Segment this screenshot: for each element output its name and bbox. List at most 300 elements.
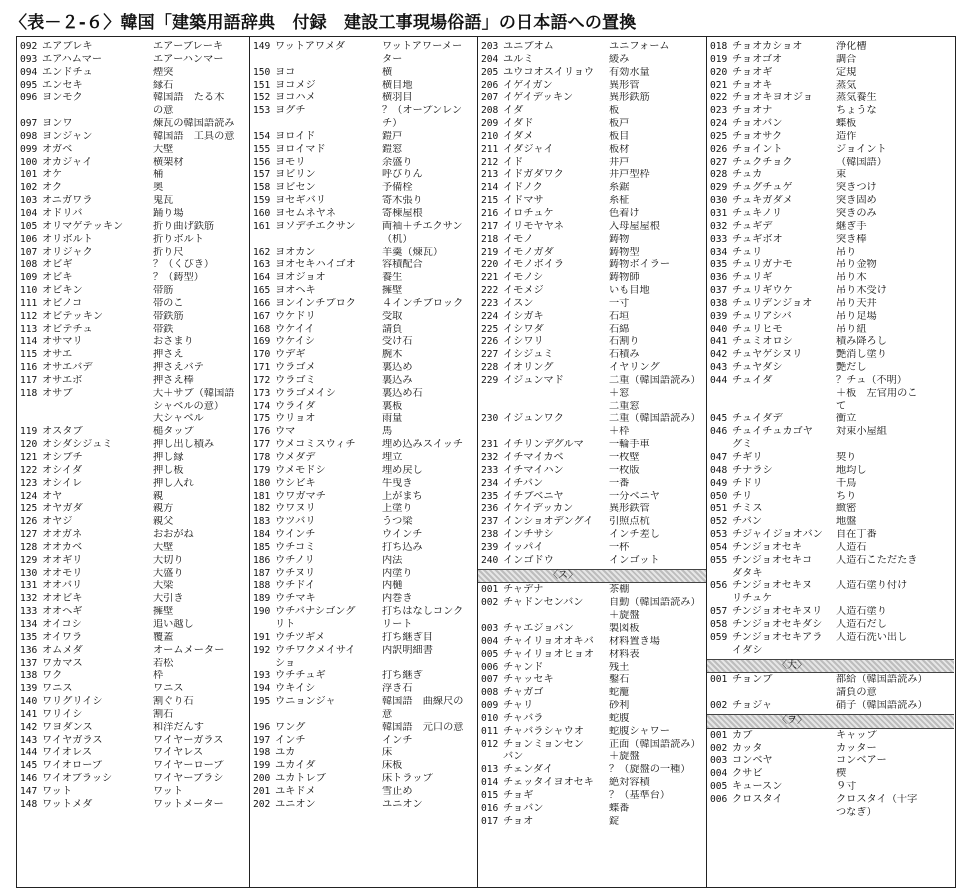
entry-number: 011 (481, 725, 499, 737)
table-row (250, 157, 477, 170)
japanese-term: 内塗り (382, 567, 413, 579)
slang-reading: イケイデッカン (503, 503, 574, 515)
entry-number: 189 (253, 593, 271, 605)
table-row (250, 593, 477, 606)
japanese-term: て (836, 400, 847, 412)
entry-number: 047 (710, 452, 728, 463)
japanese-term: 石綿 (609, 323, 630, 335)
slang-reading: チドリ (732, 477, 763, 489)
table-row (250, 478, 477, 491)
japanese-term: 雪止め (382, 785, 413, 797)
table-row (17, 683, 249, 696)
entry-number: 199 (253, 760, 271, 772)
table-row (17, 799, 249, 812)
table-row (478, 362, 706, 375)
japanese-term: 人造石塗り付け (836, 580, 908, 592)
slang-reading: カッタ (732, 742, 763, 754)
slang-reading: ユウコオスイリョウ (503, 66, 595, 78)
table-row (250, 118, 477, 131)
japanese-term: 牛曳き (382, 477, 413, 489)
slang-reading: ワング (275, 721, 306, 733)
entry-number: 003 (710, 755, 728, 767)
table-row (478, 439, 706, 452)
japanese-term: 大盛り (153, 567, 184, 579)
slang-reading: ウケイイ (275, 323, 315, 335)
slang-reading: インチサシ (503, 529, 554, 541)
slang-reading: オドリバ (42, 207, 83, 219)
japanese-term: ＋枠 (609, 426, 630, 438)
japanese-term: キャップ (836, 729, 877, 741)
slang-reading: リチュケ (732, 593, 773, 605)
slang-reading: チンジョオセキヌ (732, 580, 813, 592)
japanese-term: 押し縁 (153, 452, 184, 463)
japanese-term: 帯筋 (153, 285, 174, 297)
slang-reading: ワカマス (42, 657, 83, 669)
slang-reading: イモノシ (503, 272, 544, 284)
slang-reading: オサブ (42, 387, 73, 399)
slang-reading: ワイオブラッシ (42, 773, 113, 785)
table-row (250, 632, 477, 645)
table-row (707, 195, 954, 208)
japanese-term: 鋳物型 (609, 246, 640, 258)
entry-number: 020 (710, 66, 728, 78)
japanese-term: 余盛り (382, 156, 413, 168)
japanese-term: 対束小屋組 (836, 426, 887, 438)
japanese-term: 自在丁番 (836, 529, 877, 541)
slang-reading: ショ (275, 657, 296, 669)
japanese-term: コンベアー (836, 755, 887, 767)
entry-number: 161 (253, 220, 271, 232)
entry-number: 240 (481, 554, 499, 566)
table-row (707, 41, 954, 54)
slang-reading: コンベヤ (732, 755, 773, 767)
entry-number: 014 (481, 777, 499, 789)
table-row (17, 465, 249, 478)
table-row (707, 336, 954, 349)
entry-number: 218 (481, 233, 499, 245)
japanese-term: 床板 (382, 760, 403, 772)
slang-reading: チュリギウケ (732, 285, 793, 297)
table-row (478, 324, 706, 337)
table-row (478, 674, 706, 687)
slang-reading: チュギボオ (732, 233, 783, 245)
slang-reading: ウキイシ (275, 683, 316, 695)
table-row (17, 401, 249, 414)
table-row (17, 606, 249, 619)
japanese-term: 押さえバテ (153, 362, 204, 374)
slang-reading: チョオゴオ (732, 53, 783, 65)
table-row (17, 169, 249, 182)
japanese-term: 煙突 (153, 66, 174, 78)
japanese-term: 枠 (153, 670, 164, 682)
japanese-term: 容積配合 (382, 259, 423, 271)
entry-number: 116 (20, 362, 38, 374)
slang-reading: チュリアシバ (732, 310, 792, 322)
slang-reading: ユニブオム (503, 41, 554, 52)
table-row (478, 311, 706, 324)
japanese-term: 養生 (382, 272, 403, 284)
entry-number: 043 (710, 362, 728, 374)
table-row (478, 349, 706, 362)
japanese-term: 蝶番 (609, 802, 630, 814)
table-row (707, 768, 954, 781)
slang-reading: エアハムマー (42, 53, 103, 65)
entry-number: 186 (253, 554, 271, 566)
entry-number: 126 (20, 516, 38, 528)
japanese-term: ＋窓 (609, 387, 630, 399)
table-row (707, 144, 954, 157)
entry-number: 002 (481, 597, 499, 609)
japanese-term: イヤリング (609, 362, 660, 374)
slang-reading: グミ (732, 439, 753, 451)
entry-number: 109 (20, 272, 38, 284)
slang-reading: ウメモドシ (275, 464, 326, 476)
table-row (478, 751, 706, 764)
slang-reading: チュカ (732, 169, 763, 181)
japanese-term: 大梁 (153, 580, 174, 592)
entry-number: 017 (481, 815, 499, 827)
entry-number: 221 (481, 272, 499, 284)
table-row (478, 336, 706, 349)
entry-number: 007 (481, 674, 499, 686)
entry-number: 094 (20, 66, 38, 78)
slang-reading: チンジョオセキヌリ (732, 606, 823, 618)
slang-reading: ユカ (275, 747, 296, 759)
slang-reading: チンジョオセキダシ (732, 618, 823, 630)
slang-reading: チェッタイヨオセキ (503, 777, 594, 789)
table-row (478, 478, 706, 491)
table-row (250, 259, 477, 272)
slang-reading: イモノガダ (503, 246, 554, 258)
japanese-term: 槌タップ (153, 426, 194, 438)
table-row (707, 542, 954, 555)
table-row (250, 182, 477, 195)
entry-number: 006 (710, 793, 728, 805)
entry-number: 168 (253, 323, 271, 335)
section-divider: 〈大〉 (707, 659, 954, 674)
slang-reading: オオヘギ (42, 606, 83, 618)
entry-number: 046 (710, 426, 728, 438)
slang-reading: ワイヤガラス (42, 734, 103, 746)
entry-number: 133 (20, 606, 38, 618)
slang-reading: ユルミ (503, 53, 534, 65)
slang-reading: イモノ (503, 233, 534, 245)
japanese-term: 受取 (382, 310, 403, 322)
japanese-term: 意 (382, 708, 393, 720)
entry-number: 160 (253, 207, 271, 219)
japanese-term: おさまり (153, 336, 194, 348)
entry-number (478, 610, 503, 623)
entry-number: 095 (20, 79, 38, 91)
table-row (250, 760, 477, 773)
japanese-term: 裏込め石 (382, 387, 423, 399)
table-row (17, 349, 249, 362)
entry-number: 153 (253, 105, 271, 117)
slang-reading: ウチコミ (275, 541, 316, 553)
entry-number: 056 (710, 580, 728, 592)
slang-reading: チャガゴ (503, 687, 544, 699)
slang-reading: チミス (732, 503, 763, 515)
slang-reading: チュキガダメ (732, 195, 793, 207)
table-row (478, 623, 706, 636)
table-row (478, 388, 706, 401)
entry-number: 098 (20, 130, 38, 142)
slang-reading: イシワダ (503, 323, 544, 335)
slang-reading: チュリデンジョオ (732, 297, 813, 309)
japanese-term: 突き棒 (836, 233, 867, 245)
entry-number: 001 (710, 674, 728, 686)
slang-reading: イジュンワク (503, 413, 564, 425)
table-row (707, 529, 954, 542)
entry-number: 092 (20, 41, 38, 52)
slang-reading: ワニス (42, 683, 73, 695)
slang-reading: オビキン (42, 285, 83, 297)
entry-number: 188 (253, 580, 271, 592)
japanese-term: ？チュ（不明） (836, 374, 908, 386)
japanese-term: 折り尺 (153, 246, 184, 258)
entry-number: 040 (710, 323, 728, 335)
entry-number: 102 (20, 182, 38, 194)
entry-number: 137 (20, 657, 38, 669)
japanese-term: 石割り (609, 336, 640, 348)
japanese-term: 二重（韓国語読み） (609, 413, 701, 425)
table-row (707, 568, 954, 581)
japanese-term: 糸柾 (609, 195, 630, 207)
entry-number: 208 (481, 105, 499, 117)
slang-reading: ウワヌリ (275, 503, 316, 515)
entry-number: 174 (253, 400, 271, 412)
slang-reading: イスン (503, 297, 534, 309)
slang-reading: チョギ (503, 789, 534, 801)
table-row (478, 687, 706, 700)
japanese-term: 上がまち (382, 490, 423, 502)
slang-reading: オニガワラ (42, 195, 93, 207)
entry-number: 107 (20, 246, 38, 258)
table-row (250, 234, 477, 247)
japanese-term: 擁壁 (382, 285, 403, 297)
table-row (17, 144, 249, 157)
slang-reading: チンジョオセキコ (732, 554, 813, 566)
table-row (17, 208, 249, 221)
table-row (478, 542, 706, 555)
table-row (478, 649, 706, 662)
entry-number: 217 (481, 220, 499, 232)
slang-reading: オビギ (42, 259, 73, 271)
japanese-term: ？（くびき） (153, 259, 215, 271)
japanese-term: おおがね (153, 529, 194, 541)
table-row (707, 285, 954, 298)
entry-number (707, 687, 732, 700)
japanese-term: オームメーター (153, 644, 225, 656)
entry-number: 100 (20, 156, 38, 168)
slang-reading: イチマイカベ (503, 452, 564, 463)
japanese-term: 韓国語 たる木 (153, 92, 225, 104)
table-row (250, 195, 477, 208)
slang-reading: ヨオカン (275, 246, 316, 258)
table-row (17, 67, 249, 80)
japanese-term: 茶棚 (609, 584, 630, 596)
japanese-term: 板 (609, 105, 620, 117)
slang-reading: チュリヒモ (732, 323, 783, 335)
slang-reading: チバン (732, 516, 762, 528)
slang-reading: チャバラシャウオ (503, 725, 584, 737)
table-row (707, 234, 954, 247)
entry-number: 196 (253, 721, 271, 733)
slang-reading: オオビキ (42, 593, 83, 605)
japanese-term: 硝子（韓国語読み） (836, 700, 928, 712)
slang-reading (275, 118, 382, 131)
slang-reading (503, 610, 609, 623)
entry-number: 129 (20, 554, 38, 566)
japanese-term: 一番 (609, 477, 630, 489)
table-row (17, 658, 249, 671)
slang-reading: リト (275, 618, 296, 630)
entry-number: 234 (481, 477, 499, 489)
japanese-term: 異形管 (609, 79, 640, 91)
entry-number: 038 (710, 297, 728, 309)
japanese-term: 両袖＋チエクサン (382, 220, 463, 232)
japanese-term: 鋳物 (609, 233, 630, 245)
slang-reading: ウデギ (275, 349, 306, 361)
entry-number: 044 (710, 374, 728, 386)
japanese-term: 押し入れ (153, 477, 194, 489)
japanese-term: 緻密 (836, 503, 857, 515)
slang-reading: インゴドウ (503, 554, 554, 566)
table-row (17, 735, 249, 748)
japanese-term: いも目地 (609, 285, 650, 297)
table-row (478, 54, 706, 67)
slang-reading: チョオ (503, 815, 534, 827)
japanese-term: エアーブレーキ (153, 41, 224, 52)
table-row (478, 790, 706, 803)
slang-reading: ウワガマチ (275, 490, 326, 502)
entry-number: 190 (253, 606, 271, 618)
entry-number: 119 (20, 426, 38, 438)
entry-number: 213 (481, 169, 499, 181)
slang-reading: インショオデングイ (503, 516, 594, 528)
japanese-term: 絶対容積 (609, 777, 650, 789)
japanese-term: ワニス (153, 683, 184, 695)
entry-number: 236 (481, 503, 499, 515)
entry-number: 193 (253, 670, 271, 682)
slang-reading (42, 105, 153, 118)
slang-reading: ヨグチ (275, 105, 306, 117)
slang-reading: ヨコハメ (275, 92, 316, 104)
glossary-table (16, 36, 956, 888)
table-row (250, 41, 477, 54)
table-row (17, 478, 249, 491)
entry-number: 219 (481, 246, 499, 258)
slang-reading: ヨセムネヤネ (275, 207, 336, 219)
section-divider: 〈ス〉 (478, 569, 706, 584)
entry-number: 118 (20, 387, 38, 399)
table-row (707, 131, 954, 144)
japanese-term: 井戸 (609, 156, 630, 168)
japanese-term: ユニオン (382, 798, 423, 810)
slang-reading: ワイオロープ (42, 760, 103, 772)
japanese-term: 羊羹（煉瓦） (382, 246, 444, 258)
table-row (478, 157, 706, 170)
entry-number: 149 (253, 41, 271, 52)
table-row (17, 80, 249, 93)
table-row (478, 816, 706, 829)
japanese-term: 衝立 (836, 413, 857, 425)
japanese-term: 調合 (836, 53, 857, 65)
table-row (250, 247, 477, 260)
entry-number (250, 118, 275, 131)
table-row (17, 375, 249, 388)
japanese-term: 異形鉄筋 (609, 92, 650, 104)
japanese-term: 継ぎ手 (836, 220, 867, 232)
slang-reading: イオリング (503, 362, 554, 374)
entry-number: 003 (481, 622, 499, 634)
entry-number: 120 (20, 439, 38, 451)
slang-reading: チュイチュカゴヤ (732, 426, 813, 438)
slang-reading: オオカベ (42, 541, 83, 553)
entry-number: 022 (710, 92, 728, 104)
japanese-term: 一枚版 (609, 464, 640, 476)
table-row (478, 67, 706, 80)
slang-reading: オリボルト (42, 233, 93, 245)
table-row (707, 67, 954, 80)
table-row (250, 221, 477, 234)
japanese-term: 板目 (609, 130, 630, 142)
japanese-term: 床 (382, 747, 393, 759)
slang-reading: オオギリ (42, 554, 83, 566)
table-row (707, 221, 954, 234)
slang-reading: ウシビキ (275, 477, 316, 489)
table-row (17, 272, 249, 285)
slang-reading: ウリョオ (275, 413, 316, 425)
table-row (478, 739, 706, 752)
japanese-term: 有効水量 (609, 66, 650, 78)
entry-number: 215 (481, 195, 499, 207)
entry-number: 220 (481, 259, 499, 271)
slang-reading: ヨンワ (42, 118, 73, 130)
japanese-term: ？（基準台） (609, 789, 671, 801)
slang-reading: ワイオレス (42, 747, 93, 759)
slang-reading: ワヨダンス (42, 721, 93, 733)
table-row (478, 169, 706, 182)
slang-reading: オリジャク (42, 246, 93, 258)
slang-reading: エンドチュ (42, 66, 93, 78)
table-row (478, 259, 706, 272)
slang-reading (732, 401, 836, 414)
table-row (707, 118, 954, 131)
table-row (707, 619, 954, 632)
table-row (250, 105, 477, 118)
entry-number: 209 (481, 118, 499, 130)
japanese-term: ちょうな (836, 105, 877, 117)
table-row (17, 259, 249, 272)
japanese-term: つなぎ） (836, 806, 877, 818)
entry-number: 114 (20, 336, 38, 348)
entry-number: 053 (710, 529, 728, 541)
slang-reading: チュリ (732, 246, 763, 258)
japanese-term: インゴット (609, 554, 660, 566)
japanese-term: 石垣 (609, 310, 630, 322)
section-divider: 〈ヲ〉 (707, 714, 954, 729)
japanese-term: 親方 (153, 503, 174, 515)
entry-number: 207 (481, 92, 499, 104)
slang-reading: ウメダデ (275, 452, 316, 463)
slang-reading: ウインチ (275, 529, 316, 541)
entry-number: 237 (481, 516, 499, 528)
entry-number: 026 (710, 143, 728, 155)
japanese-term: 腕木 (382, 349, 403, 361)
japanese-term: 材料表 (609, 648, 640, 660)
entry-number: 032 (710, 220, 728, 232)
